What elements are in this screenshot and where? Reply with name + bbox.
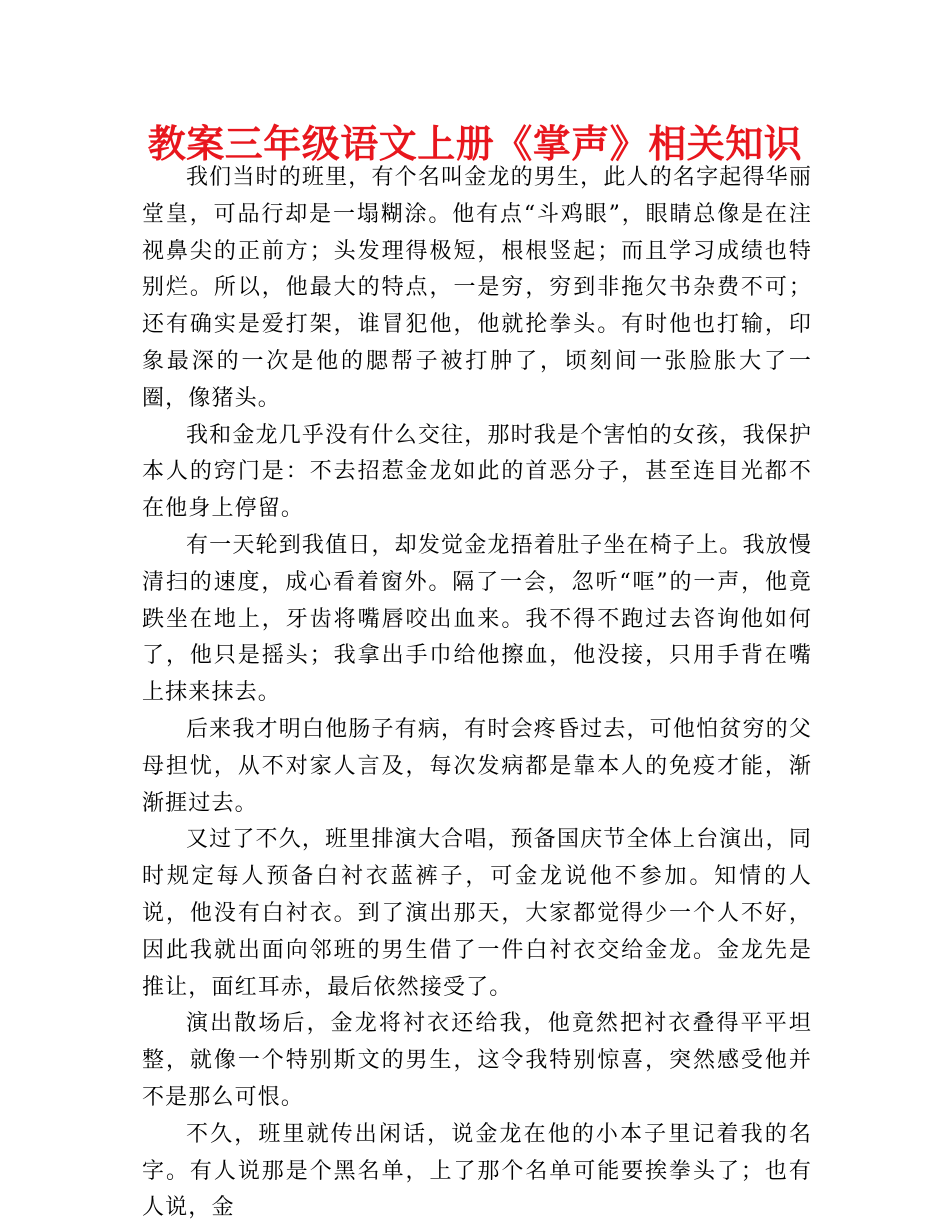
paragraph: 我们当时的班里，有个名叫金龙的男生，此人的名字起得华丽堂皇，可品行却是一塌糊涂。他有点“斗鸡眼”，眼睛总像是在注视鼻尖的正前方；头发理得极短，根根竖起；而且学习成绩也特别烂。所以，他最大的特点，一是穷，穷到非拖欠书杂费不可；还有确实是爱打架，谁冒犯他，他就抡拳头。有时他也打输，印象最深的一次是他的腮帮子被打肿了，顷刻间一张脸胀大了一圈，像猪头。 [142,165,812,411]
paragraph: 有一天轮到我值日，却发觉金龙捂着肚子坐在椅子上。我放慢清扫的速度，成心看着窗外。隔了一会，忽听“哐”的一声，他竟跌坐在地上，牙齿将嘴唇咬出血来。我不得不跑过去咨询他如何了，他只是摇头；我拿出手巾给他擦血，他没接，只用手背在嘴上抹来抹去。 [142,532,812,706]
document-body [142,160,812,1227]
document-title: 教案三年级语文上册《掌声》相关知识 [147,122,803,166]
paragraph: 我和金龙几乎没有什么交往，那时我是个害怕的女孩，我保护本人的窍门是：不去招惹金龙如此的首恶分子，甚至连目光都不在他身上停留。 [142,422,812,522]
paragraph: 又过了不久，班里排演大合唱，预备国庆节全体上台演出，同时规定每人预备白衬衣蓝裤子，可金龙说他不参加。知情的人说，他没有白衬衣。到了演出那天，大家都觉得少一个人不好，因此我就出面向邻班的男生借了一件白衬衣交给金龙。金龙先是推让，面红耳赤，最后依然接受了。 [142,827,812,1000]
paragraph: 演出散场后，金龙将衬衣还给我，他竟然把衬衣叠得平平坦整，就像一个特别斯文的男生，这令我特别惊喜，突然感受他并不是那么可恨。 [142,1011,812,1110]
paragraph: 后来我才明白他肠子有病，有时会疼昏过去，可他怕贫穷的父母担忧，从不对家人言及，每次发病都是靠本人的免疫才能，渐渐捱过去。 [142,716,812,816]
paragraph: 不久，班里就传出闲话，说金龙在他的小本子里记着我的名字。有人说那是个黑名单，上了那个名单可能要挨拳头了；也有人说，金 [142,1121,812,1221]
